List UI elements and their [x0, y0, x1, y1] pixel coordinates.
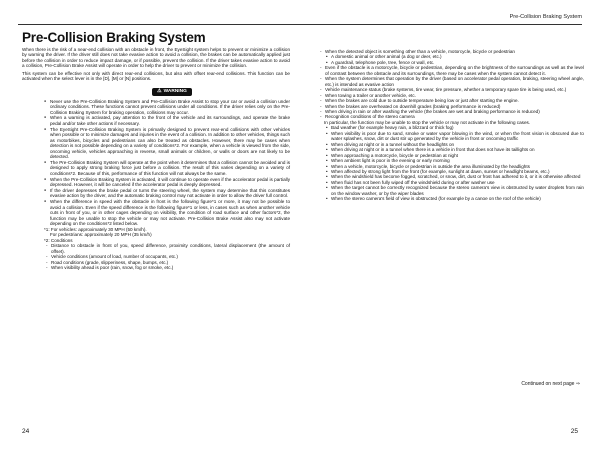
right-column-item: • When affected by strong light from the front (for example, sunlight at dawn, sunset or headlight beams, etc.): [318, 169, 584, 174]
right-column-item: - Even if the obstacle is a motorcycle, bicycle or pedestrian, depending on the brightness of the surroundings as well as the level of contrast between the obstacle and its surroundings, there may be cases when the system cannot detect it.: [318, 65, 584, 76]
footnote-1: [44, 227, 290, 238]
right-column-item: • When driving at night or in a tunnel without the headlights on: [318, 142, 584, 147]
right-column-item: • When ambient light is poor in the evening or early morning: [318, 158, 584, 163]
warning-item: ● When the difference in speed with the obstacle in front is the following figure*1 or more, it may not be possible to avoid a collision. Even if the speed difference is the following figure*1 or less, in cases such as when another vehicle cuts in front of you, or in other cages depending on visibility, the condition of road surface and other factors*2, the function may be unable to stop the vehicle or may not activate. Pre-Collision Brake Assist also may not activate depending on the conditions*2 listed below.: [44, 199, 290, 226]
intro-paragraph-1: When there is the risk of a near-end collision with an obstacle in front, the EyeSight system helps to prevent or minimize a collision by warning the driver. If the driver still does not take evasive action to avoid a collision, the brakes can be automatically applied just before the collision in order to reduce impact damage, or if possible, prevent the collision. If the driver takes evasive action to avoid a collision, Pre-Collision Brake Assist will operate in order to help the driver to prevent or minimize the collision.: [22, 47, 290, 69]
condition-item: - Vehicle conditions (amount of load, number of occupants, etc.): [44, 254, 290, 259]
right-column-item: • When approaching a motorcycle, bicycle or pedestrian at night: [318, 153, 584, 158]
warning-item: ● If the driver depresses the brake pedal or turns the steering wheel, the system may determine that this constitutes evasive action by the driver, and the automatic braking control may not activate in order to allow the driver full control.: [44, 188, 290, 199]
running-header: Pre-Collision Braking System: [509, 14, 582, 20]
left-column: [22, 47, 290, 271]
page-number-left: 24: [22, 428, 30, 435]
right-column-item: - When the brakes are cold due to outside temperature being low or just after starting the engine.: [318, 98, 584, 103]
warning-item: ● When the Pre-Collision Braking System is activated, it will continue to operate even if the accelerator pedal is partially depressed. However, it will be canceled if the accelerator pedal is deeply depressed.: [44, 177, 290, 188]
right-column-item: - When the system determines that operation by the driver (based on accelerator pedal operation, braking, steering wheel angle, etc.) is intended as evasive action: [318, 76, 584, 87]
continued-note: Continued on next page ⇒: [521, 381, 580, 387]
right-column: [318, 49, 584, 202]
condition-item: - When visibility ahead is poor (rain, snow, fog or smoke, etc.): [44, 265, 290, 270]
right-column-item: • When a vehicle, motorcycle, bicycle or pedestrian is outside the area illuminated by the headlights: [318, 164, 584, 169]
warning-badge: [152, 88, 192, 96]
intro-paragraph-2: This system can be effective not only with direct rear-end collisions, but also with offset rear-end collisions. This function can be activated when the select lever is in the [D], [M] or [N] positions.: [22, 70, 290, 82]
right-column-item: • A domestic animal or other animal (a dog or deer, etc.): [318, 54, 584, 59]
condition-item: - Distance to obstacle in front of you, speed difference, proximity conditions, lateral displacement (the amount of offset).: [44, 243, 290, 254]
footnote-2: [44, 238, 290, 271]
right-column-item: - When the detected object is something other than a vehicle, motorcycle, bicycle or pedestrian: [318, 49, 584, 54]
right-column-item: - When towing a trailer or another vehicle, etc.: [318, 93, 584, 98]
warning-item: ● Never use the Pre-Collision Braking System and Pre-Collision Brake Assist to stop your car or avoid a collision under ordinary conditions. These functions cannot prevent collisions under all conditions. If the driver relies only on the Pre-Collision Braking System for braking operation, collisions may occur.: [44, 99, 290, 115]
warning-item: ● The Pre-Collision Braking System will operate at the point when it determines that a collision cannot be avoided and is designed to apply strong braking force just before a collision. The result of this varies depending on a variety of conditions*2. Because of this, performance of this function will not always be the same.: [44, 160, 290, 176]
right-column-item: • When visibility is poor due to sand, smoke or water vapor blowing in the wind, or when the front vision is obscured due to water splashes, snow, dirt or dust stir up generated by the vehicle in front or oncoming traffic: [318, 131, 584, 142]
warning-item: ● The EyeSight Pre-Collision Braking System is primarily designed to prevent rear-end collisions with other vehicles when possible or to minimize damages and injuries in the event of a collision. In addition to other vehicles, things such as motorbikes, bicycles and pedestrians can also be treated as obstacles. However, there may be cases when detection is not possible depending on a variety of conditions*2. For example, when a vehicle is viewed from the side, oncoming vehicle, vehicles approaching in reverse, small animals or children, or walls or doors are not likely to be detected.: [44, 127, 290, 160]
warning-label: WARNING: [163, 88, 187, 94]
right-column-item: - When the brakes are overheated on downhill grades (braking performance is reduced): [318, 104, 584, 109]
warning-list: [44, 99, 290, 271]
right-column-item: - Vehicle maintenance status (brake systems, tire wear, tire pressure, whether a temporary spare tire is being used, etc.): [318, 87, 584, 92]
right-column-item: • When fluid has not been fully wiped off the windshield during or after washer use: [318, 180, 584, 185]
right-column-item: - Recognition conditions of the stereo camera: [318, 114, 584, 119]
condition-item: - Road conditions (grade, slipperiness, shape, bumps, etc.): [44, 260, 290, 265]
footnote-2-title: *2: Conditions: [44, 237, 73, 243]
warning-item: ● When a warning is activated, pay attention to the front of the vehicle and its surroundings, and operate the brake pedal and/or take other actions if necessary.: [44, 115, 290, 126]
right-column-item: • When the windshield has become fogged, scratched, or snow, dirt, dust or frost has adhered to it, or it is otherwise affected: [318, 174, 584, 179]
footnote-1-line: *1: For vehicles: approximately 30 MPH (50 km/h).: [44, 226, 147, 232]
right-column-item: • When driving at night or in a tunnel when there is a vehicle in front that does not have its taillights on: [318, 147, 584, 152]
right-column-item: • A guardrail, telephone pole, tree, fence or wall, etc.: [318, 60, 584, 65]
warning-triangle-icon: ⚠: [157, 88, 162, 95]
page-number-right: 25: [570, 428, 578, 435]
right-column-item: • Bad weather (for example heavy rain, a blizzard or thick fog): [318, 125, 584, 130]
footnote-1-line: For pedestrians: approximately 20 MPH (35 km/h): [50, 232, 152, 238]
page-title: Pre-Collision Braking System: [22, 30, 206, 45]
right-column-item: • When the target cannot be correctly recognized because the stereo camera's view is obstructed by water droplets from rain on the window washer, or by the wiper blades: [318, 185, 584, 196]
right-column-item: • When the stereo camera's field of view is obstructed (for example by a canoe on the roof of the vehicle): [318, 196, 584, 201]
header-rule: [18, 24, 582, 25]
right-column-item: In particular, the function may be unable to stop the vehicle or may not activate in the following cases.: [324, 119, 531, 125]
right-column-item: - When driving in rain or after washing the vehicle (the brakes are wet and braking performance is reduced): [318, 109, 584, 114]
